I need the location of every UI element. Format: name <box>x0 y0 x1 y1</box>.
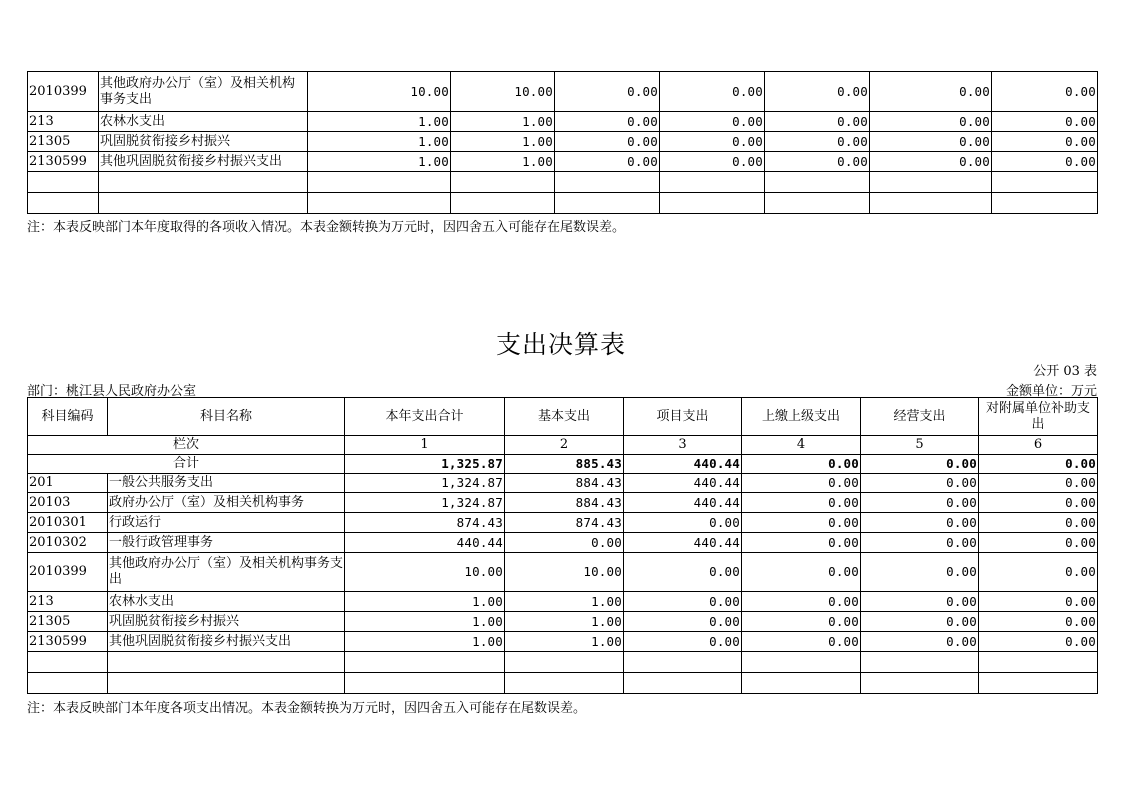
value-cell: 0.00 <box>870 112 992 132</box>
page-title: 支出决算表 <box>495 330 626 359</box>
value-cell: 1.00 <box>451 112 555 132</box>
value-cell: 0.00 <box>870 152 992 172</box>
empty-row <box>28 652 1098 673</box>
subject-code: 2130599 <box>28 152 99 172</box>
value-cell: 0.00 <box>555 112 660 132</box>
empty-row <box>28 673 1098 694</box>
value-cell: 0.00 <box>624 612 742 632</box>
header-basic-expense: 基本支出 <box>505 398 624 436</box>
column-index: 5 <box>861 436 979 455</box>
value-cell: 10.00 <box>308 72 451 112</box>
subject-name: 一般公共服务支出 <box>108 474 345 493</box>
value-cell: 1.00 <box>308 112 451 132</box>
value-cell: 1.00 <box>345 632 505 652</box>
empty-row <box>28 193 1098 214</box>
table-row <box>28 592 1098 612</box>
value-cell: 0.00 <box>624 592 742 612</box>
subject-name: 农林水支出 <box>108 592 345 612</box>
form-number: 公开 03 表 <box>1033 364 1097 379</box>
value-cell: 0.00 <box>979 513 1098 533</box>
value-cell: 1.00 <box>308 132 451 152</box>
value-cell: 1.00 <box>345 612 505 632</box>
table-row <box>28 72 1098 112</box>
subject-name: 巩固脱贫衔接乡村振兴 <box>99 132 308 152</box>
subject-name: 巩固脱贫衔接乡村振兴 <box>108 612 345 632</box>
total-label: 合计 <box>28 455 345 474</box>
subject-code: 2010302 <box>28 533 108 553</box>
value-cell: 0.00 <box>742 513 861 533</box>
value-cell: 0.00 <box>742 533 861 553</box>
value-cell: 0.00 <box>660 72 765 112</box>
value-cell: 0.00 <box>861 493 979 513</box>
value-cell: 440.44 <box>624 493 742 513</box>
header-project-expense: 项目支出 <box>624 398 742 436</box>
value-cell: 0.00 <box>979 533 1098 553</box>
subject-name: 其他政府办公厅（室）及相关机构事务支出 <box>99 72 308 112</box>
value-cell: 0.00 <box>505 533 624 553</box>
value-cell: 884.43 <box>505 493 624 513</box>
value-cell: 884.43 <box>505 474 624 493</box>
value-cell: 1,324.87 <box>345 474 505 493</box>
total-value: 885.43 <box>505 455 624 474</box>
value-cell: 1.00 <box>505 632 624 652</box>
value-cell: 440.44 <box>345 533 505 553</box>
total-value: 440.44 <box>624 455 742 474</box>
value-cell: 0.00 <box>979 553 1098 592</box>
value-cell: 874.43 <box>505 513 624 533</box>
total-value: 1,325.87 <box>345 455 505 474</box>
value-cell: 0.00 <box>861 632 979 652</box>
header-subsidiary-subsidy: 对附属单位补助支出 <box>979 398 1098 436</box>
value-cell: 0.00 <box>765 112 870 132</box>
column-index: 6 <box>979 436 1098 455</box>
value-cell: 874.43 <box>345 513 505 533</box>
department-label: 部门：桃江县人民政府办公室 <box>27 384 197 399</box>
expense-table-note: 注：本表反映部门本年度各项支出情况。本表金额转换为万元时，因四舍五入可能存在尾数误差。 <box>27 701 587 716</box>
value-cell: 0.00 <box>765 72 870 112</box>
value-cell: 10.00 <box>451 72 555 112</box>
value-cell: 1.00 <box>451 132 555 152</box>
header-total-expense: 本年支出合计 <box>345 398 505 436</box>
subject-code: 213 <box>28 112 99 132</box>
value-cell: 0.00 <box>992 152 1098 172</box>
value-cell: 0.00 <box>742 612 861 632</box>
subject-code: 2010399 <box>28 72 99 112</box>
value-cell: 0.00 <box>979 612 1098 632</box>
value-cell: 0.00 <box>742 553 861 592</box>
value-cell: 0.00 <box>624 513 742 533</box>
value-cell: 0.00 <box>555 152 660 172</box>
subject-name: 一般行政管理事务 <box>108 533 345 553</box>
subject-name: 农林水支出 <box>99 112 308 132</box>
value-cell: 0.00 <box>861 592 979 612</box>
header-operating-expense: 经营支出 <box>861 398 979 436</box>
subject-name: 其他政府办公厅（室）及相关机构事务支出 <box>108 553 345 592</box>
header-remit-to-superior: 上缴上级支出 <box>742 398 861 436</box>
value-cell: 0.00 <box>992 72 1098 112</box>
value-cell: 0.00 <box>660 152 765 172</box>
column-index: 1 <box>345 436 505 455</box>
subject-name: 行政运行 <box>108 513 345 533</box>
income-table-note: 注：本表反映部门本年度取得的各项收入情况。本表金额转换为万元时，因四舍五入可能存在尾数误差。 <box>27 220 626 235</box>
header-subject-code: 科目编码 <box>28 398 108 436</box>
column-index: 3 <box>624 436 742 455</box>
value-cell: 0.00 <box>742 632 861 652</box>
table-row <box>28 132 1098 152</box>
subject-name: 其他巩固脱贫衔接乡村振兴支出 <box>108 632 345 652</box>
subject-name: 其他巩固脱贫衔接乡村振兴支出 <box>99 152 308 172</box>
column-index: 2 <box>505 436 624 455</box>
value-cell: 0.00 <box>992 132 1098 152</box>
value-cell: 0.00 <box>555 132 660 152</box>
header-subject-name: 科目名称 <box>108 398 345 436</box>
value-cell: 0.00 <box>870 72 992 112</box>
subject-code: 201 <box>28 474 108 493</box>
value-cell: 0.00 <box>765 152 870 172</box>
value-cell: 1.00 <box>345 592 505 612</box>
total-value: 0.00 <box>861 455 979 474</box>
value-cell: 1.00 <box>451 152 555 172</box>
value-cell: 0.00 <box>861 533 979 553</box>
empty-row <box>28 172 1098 193</box>
value-cell: 1.00 <box>308 152 451 172</box>
column-index-label: 栏次 <box>28 436 345 455</box>
value-cell: 10.00 <box>505 553 624 592</box>
amount-unit-label: 金额单位：万元 <box>1005 384 1097 399</box>
expense-table <box>27 397 1098 694</box>
table-row <box>28 112 1098 132</box>
subject-code: 20103 <box>28 493 108 513</box>
value-cell: 1.00 <box>505 592 624 612</box>
value-cell: 0.00 <box>765 132 870 152</box>
table-row <box>28 493 1098 513</box>
value-cell: 0.00 <box>660 112 765 132</box>
value-cell: 0.00 <box>624 632 742 652</box>
subject-code: 213 <box>28 592 108 612</box>
table-row <box>28 553 1098 592</box>
value-cell: 0.00 <box>861 612 979 632</box>
value-cell: 0.00 <box>624 553 742 592</box>
subject-name: 政府办公厅（室）及相关机构事务 <box>108 493 345 513</box>
value-cell: 1,324.87 <box>345 493 505 513</box>
value-cell: 0.00 <box>861 513 979 533</box>
subject-code: 2130599 <box>28 632 108 652</box>
value-cell: 0.00 <box>555 72 660 112</box>
table-row <box>28 474 1098 493</box>
table-row <box>28 533 1098 553</box>
value-cell: 440.44 <box>624 474 742 493</box>
value-cell: 0.00 <box>742 592 861 612</box>
subject-code: 21305 <box>28 612 108 632</box>
header-row <box>28 398 1098 436</box>
value-cell: 1.00 <box>505 612 624 632</box>
column-index: 4 <box>742 436 861 455</box>
value-cell: 10.00 <box>345 553 505 592</box>
subject-code: 2010399 <box>28 553 108 592</box>
total-value: 0.00 <box>979 455 1098 474</box>
value-cell: 0.00 <box>979 632 1098 652</box>
value-cell: 0.00 <box>742 493 861 513</box>
value-cell: 0.00 <box>742 474 861 493</box>
table-row <box>28 632 1098 652</box>
table-row <box>28 152 1098 172</box>
income-table-continued <box>27 71 1098 214</box>
value-cell: 0.00 <box>992 112 1098 132</box>
value-cell: 0.00 <box>979 474 1098 493</box>
value-cell: 440.44 <box>624 533 742 553</box>
value-cell: 0.00 <box>979 493 1098 513</box>
value-cell: 0.00 <box>870 132 992 152</box>
value-cell: 0.00 <box>861 474 979 493</box>
table-row <box>28 513 1098 533</box>
subject-code: 2010301 <box>28 513 108 533</box>
column-index-row <box>28 436 1098 455</box>
subject-code: 21305 <box>28 132 99 152</box>
value-cell: 0.00 <box>979 592 1098 612</box>
table-row <box>28 612 1098 632</box>
value-cell: 0.00 <box>660 132 765 152</box>
total-value: 0.00 <box>742 455 861 474</box>
value-cell: 0.00 <box>861 553 979 592</box>
total-row <box>28 455 1098 474</box>
